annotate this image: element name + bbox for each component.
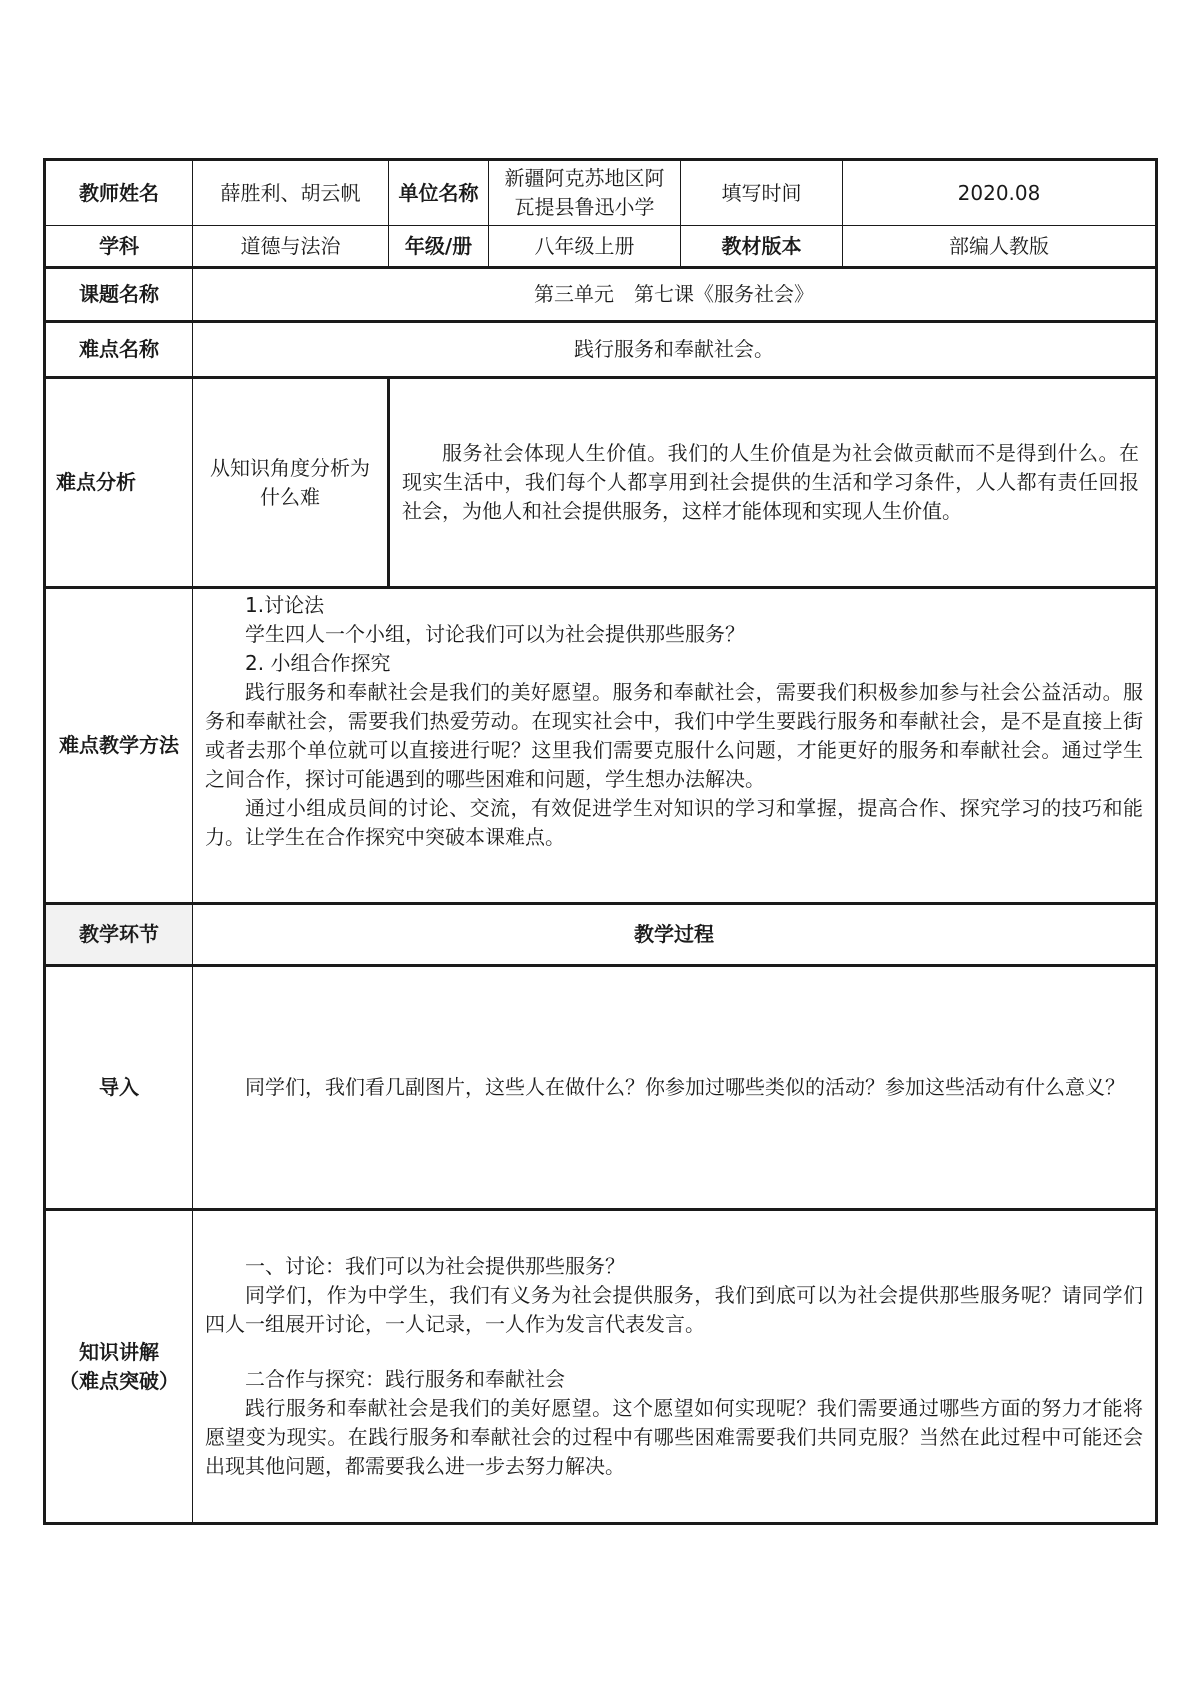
topic-row <box>45 268 1157 322</box>
lesson-plan-table <box>43 158 1158 1525</box>
unit-value: 新疆阿克苏地区阿瓦提县鲁迅小学 <box>489 160 681 226</box>
process-value: 教学过程 <box>193 904 1157 966</box>
topic-value: 第三单元 第七课《服务社会》 <box>193 268 1157 322</box>
knowledge-content <box>193 1248 1155 1485</box>
difficulty-value: 践行服务和奉献社会。 <box>193 322 1157 378</box>
knowledge-label-line-1: 知识讲解 <box>79 1339 159 1364</box>
method-label: 难点教学方法 <box>45 588 193 904</box>
subject-label: 学科 <box>45 226 193 268</box>
edition-value: 部编人教版 <box>843 226 1157 268</box>
method-line-5: 通过小组成员间的讨论、交流，有效促进学生对知识的学习和掌握，提高合作、探究学习的技巧和能力。让学生在合作探究中突破本课难点。 <box>205 796 1143 849</box>
topic-label: 课题名称 <box>45 268 193 322</box>
knowledge-p2-text: 践行服务和奉献社会是我们的美好愿望。这个愿望如何实现呢？我们需要通过哪些方面的努力才能将愿望变为现实。在践行服务和奉献社会的过程中有哪些困难需要我们共同克服？当然在此过程中可能还会出现其他问题，都需要我么进一步去努力解决。 <box>205 1396 1143 1478</box>
method-line-1: 1.讨论法 <box>245 593 325 617</box>
method-content <box>193 589 1155 856</box>
difficulty-row <box>45 322 1157 378</box>
intro-row <box>45 966 1157 1210</box>
teacher-label: 教师姓名 <box>45 160 193 226</box>
knowledge-row <box>45 1210 1157 1524</box>
teacher-value: 薛胜利、胡云帆 <box>193 160 389 226</box>
analysis-text: 服务社会体现人生价值。我们的人生价值是为社会做贡献而不是得到什么。在现实生活中，我们每个人都享用到社会提供的生活和学习条件，人人都有责任回报社会，为他人和社会提供服务，这样才能体现和实现人生价值。 <box>402 441 1139 523</box>
header-row-1 <box>45 160 1157 226</box>
method-row <box>45 588 1157 904</box>
knowledge-p2-title: 二合作与探究：践行服务和奉献社会 <box>245 1367 565 1391</box>
process-label: 教学环节 <box>45 904 193 966</box>
difficulty-label: 难点名称 <box>45 322 193 378</box>
grade-label: 年级/册 <box>389 226 489 268</box>
analysis-label: 难点分析 <box>45 378 193 588</box>
intro-text: 同学们，我们看几副图片，这些人在做什么？你参加过哪些类似的活动？参加这些活动有什么意义？ <box>245 1075 1125 1099</box>
method-line-4: 践行服务和奉献社会是我们的美好愿望。服务和奉献社会，需要我们积极参加参与社会公益活动。服务和奉献社会，需要我们热爱劳动。在现实社会中，我们中学生要践行服务和奉献社会，是不是直接上街或者去那个单位就可以直接进行呢？这里我们需要克服什么问题，才能更好的服务和奉献社会。通过学生之间合作，探讨可能遇到的哪些困难和问题，学生想办法解决。 <box>205 680 1143 791</box>
header-row-2 <box>45 226 1157 268</box>
knowledge-p1-title: 一、讨论：我们可以为社会提供那些服务？ <box>245 1254 625 1278</box>
knowledge-label-line-2: （难点突破） <box>59 1368 179 1393</box>
analysis-row <box>45 378 1157 588</box>
process-header-row <box>45 904 1157 966</box>
method-line-3: 2. 小组合作探究 <box>245 651 391 675</box>
intro-label: 导入 <box>45 966 193 1210</box>
time-value: 2020.08 <box>843 160 1157 226</box>
analysis-sub-label: 从知识角度分析为什么难 <box>193 378 389 588</box>
knowledge-label <box>45 1210 193 1524</box>
grade-value: 八年级上册 <box>489 226 681 268</box>
method-line-2: 学生四人一个小组，讨论我们可以为社会提供那些服务？ <box>245 622 745 646</box>
subject-value: 道德与法治 <box>193 226 389 268</box>
knowledge-p1-text: 同学们，作为中学生，我们有义务为社会提供服务，我们到底可以为社会提供那些服务呢？请同学们四人一组展开讨论，一人记录，一人作为发言代表发言。 <box>205 1283 1143 1336</box>
time-label: 填写时间 <box>681 160 843 226</box>
edition-label: 教材版本 <box>681 226 843 268</box>
unit-label: 单位名称 <box>389 160 489 226</box>
